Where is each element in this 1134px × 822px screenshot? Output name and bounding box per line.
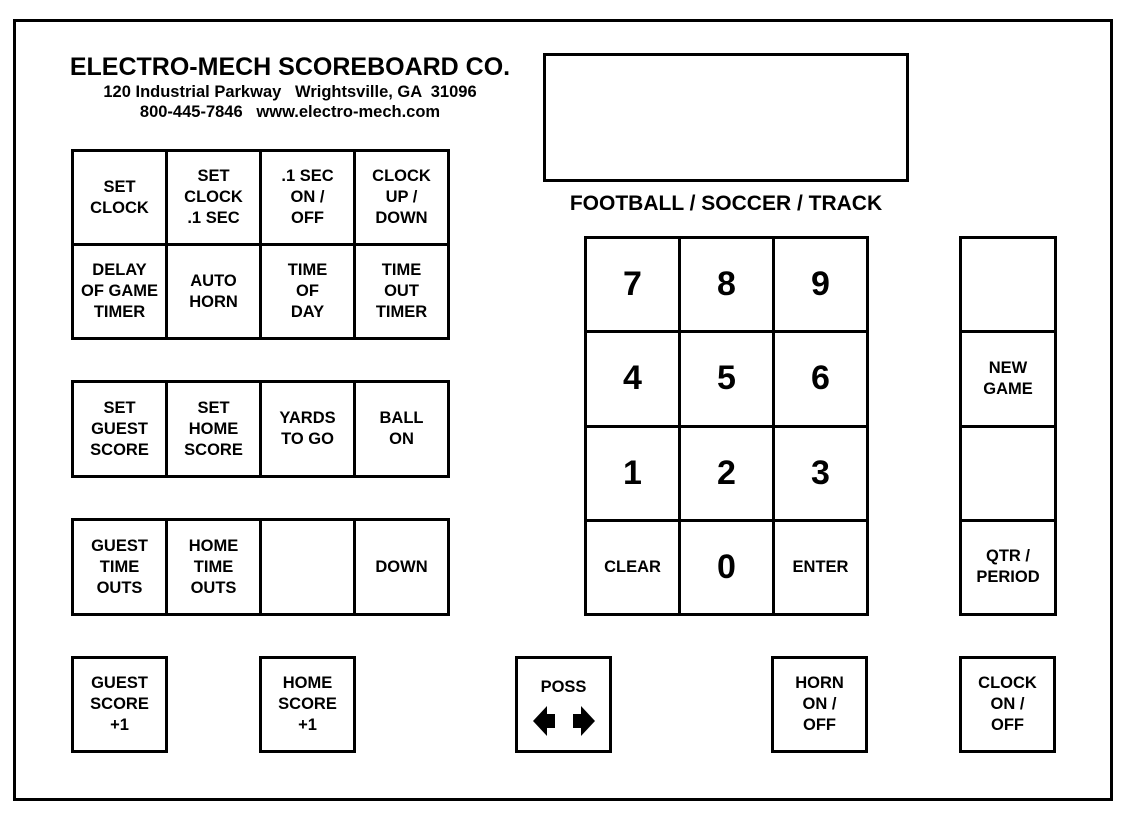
new-game-key[interactable]: NEW GAME bbox=[962, 333, 1054, 424]
score-keys-group bbox=[71, 380, 450, 478]
keypad-5[interactable]: 5 bbox=[681, 333, 772, 424]
keypad-2[interactable]: 2 bbox=[681, 428, 772, 519]
keypad-3[interactable]: 3 bbox=[775, 428, 866, 519]
horn-toggle-key[interactable]: HORN ON / OFF bbox=[771, 656, 868, 753]
guest-time-outs-key[interactable]: GUEST TIME OUTS bbox=[74, 521, 165, 613]
auto-horn-key[interactable]: AUTO HORN bbox=[168, 246, 259, 337]
set-clock-key[interactable]: SET CLOCK bbox=[74, 152, 165, 243]
home-score-plus-one-key[interactable]: HOME SCORE +1 bbox=[259, 656, 356, 753]
clock-keys-group bbox=[71, 149, 450, 340]
keypad-9[interactable]: 9 bbox=[775, 239, 866, 330]
set-clock-tenth-key[interactable]: SET CLOCK .1 SEC bbox=[168, 152, 259, 243]
down-key[interactable]: DOWN bbox=[356, 521, 447, 613]
keypad-8[interactable]: 8 bbox=[681, 239, 772, 330]
blank-side-key-middle[interactable] bbox=[962, 428, 1054, 519]
set-home-score-key[interactable]: SET HOME SCORE bbox=[168, 383, 259, 475]
possession-label: POSS bbox=[540, 678, 587, 696]
blank-key[interactable] bbox=[262, 521, 353, 613]
keypad-enter[interactable]: ENTER bbox=[775, 522, 866, 613]
company-contact: 800-445-7846 www.electro-mech.com bbox=[139, 103, 441, 121]
guest-score-plus-one-key[interactable]: GUEST SCORE +1 bbox=[71, 656, 168, 753]
set-guest-score-key[interactable]: SET GUEST SCORE bbox=[74, 383, 165, 475]
keypad-1[interactable]: 1 bbox=[587, 428, 678, 519]
ball-on-key[interactable]: BALL ON bbox=[356, 383, 447, 475]
keypad-0[interactable]: 0 bbox=[681, 522, 772, 613]
possession-key[interactable] bbox=[515, 656, 612, 753]
numeric-keypad bbox=[584, 236, 869, 616]
display-window bbox=[543, 53, 909, 182]
arrow-left-icon bbox=[533, 704, 555, 738]
possession-arrows bbox=[533, 704, 595, 738]
time-of-day-key[interactable]: TIME OF DAY bbox=[262, 246, 353, 337]
yards-to-go-key[interactable]: YARDS TO GO bbox=[262, 383, 353, 475]
home-time-outs-key[interactable]: HOME TIME OUTS bbox=[168, 521, 259, 613]
keypad-4[interactable]: 4 bbox=[587, 333, 678, 424]
company-name: ELECTRO-MECH SCOREBOARD CO. bbox=[69, 53, 511, 81]
clock-toggle-key[interactable]: CLOCK ON / OFF bbox=[959, 656, 1056, 753]
keypad-7[interactable]: 7 bbox=[587, 239, 678, 330]
side-keys-column bbox=[959, 236, 1057, 616]
tenth-sec-toggle-key[interactable]: .1 SEC ON / OFF bbox=[262, 152, 353, 243]
clock-up-down-key[interactable]: CLOCK UP / DOWN bbox=[356, 152, 447, 243]
qtr-period-key[interactable]: QTR / PERIOD bbox=[962, 522, 1054, 613]
sport-label: FOOTBALL / SOCCER / TRACK bbox=[569, 192, 883, 215]
timeout-keys-group bbox=[71, 518, 450, 616]
time-out-timer-key[interactable]: TIME OUT TIMER bbox=[356, 246, 447, 337]
company-address: 120 Industrial Parkway Wrightsville, GA 31096 bbox=[103, 83, 477, 101]
delay-of-game-timer-key[interactable]: DELAY OF GAME TIMER bbox=[74, 246, 165, 337]
keypad-6[interactable]: 6 bbox=[775, 333, 866, 424]
arrow-right-icon bbox=[573, 704, 595, 738]
keypad-clear[interactable]: CLEAR bbox=[587, 522, 678, 613]
company-header bbox=[40, 52, 540, 122]
blank-side-key-top[interactable] bbox=[962, 239, 1054, 330]
